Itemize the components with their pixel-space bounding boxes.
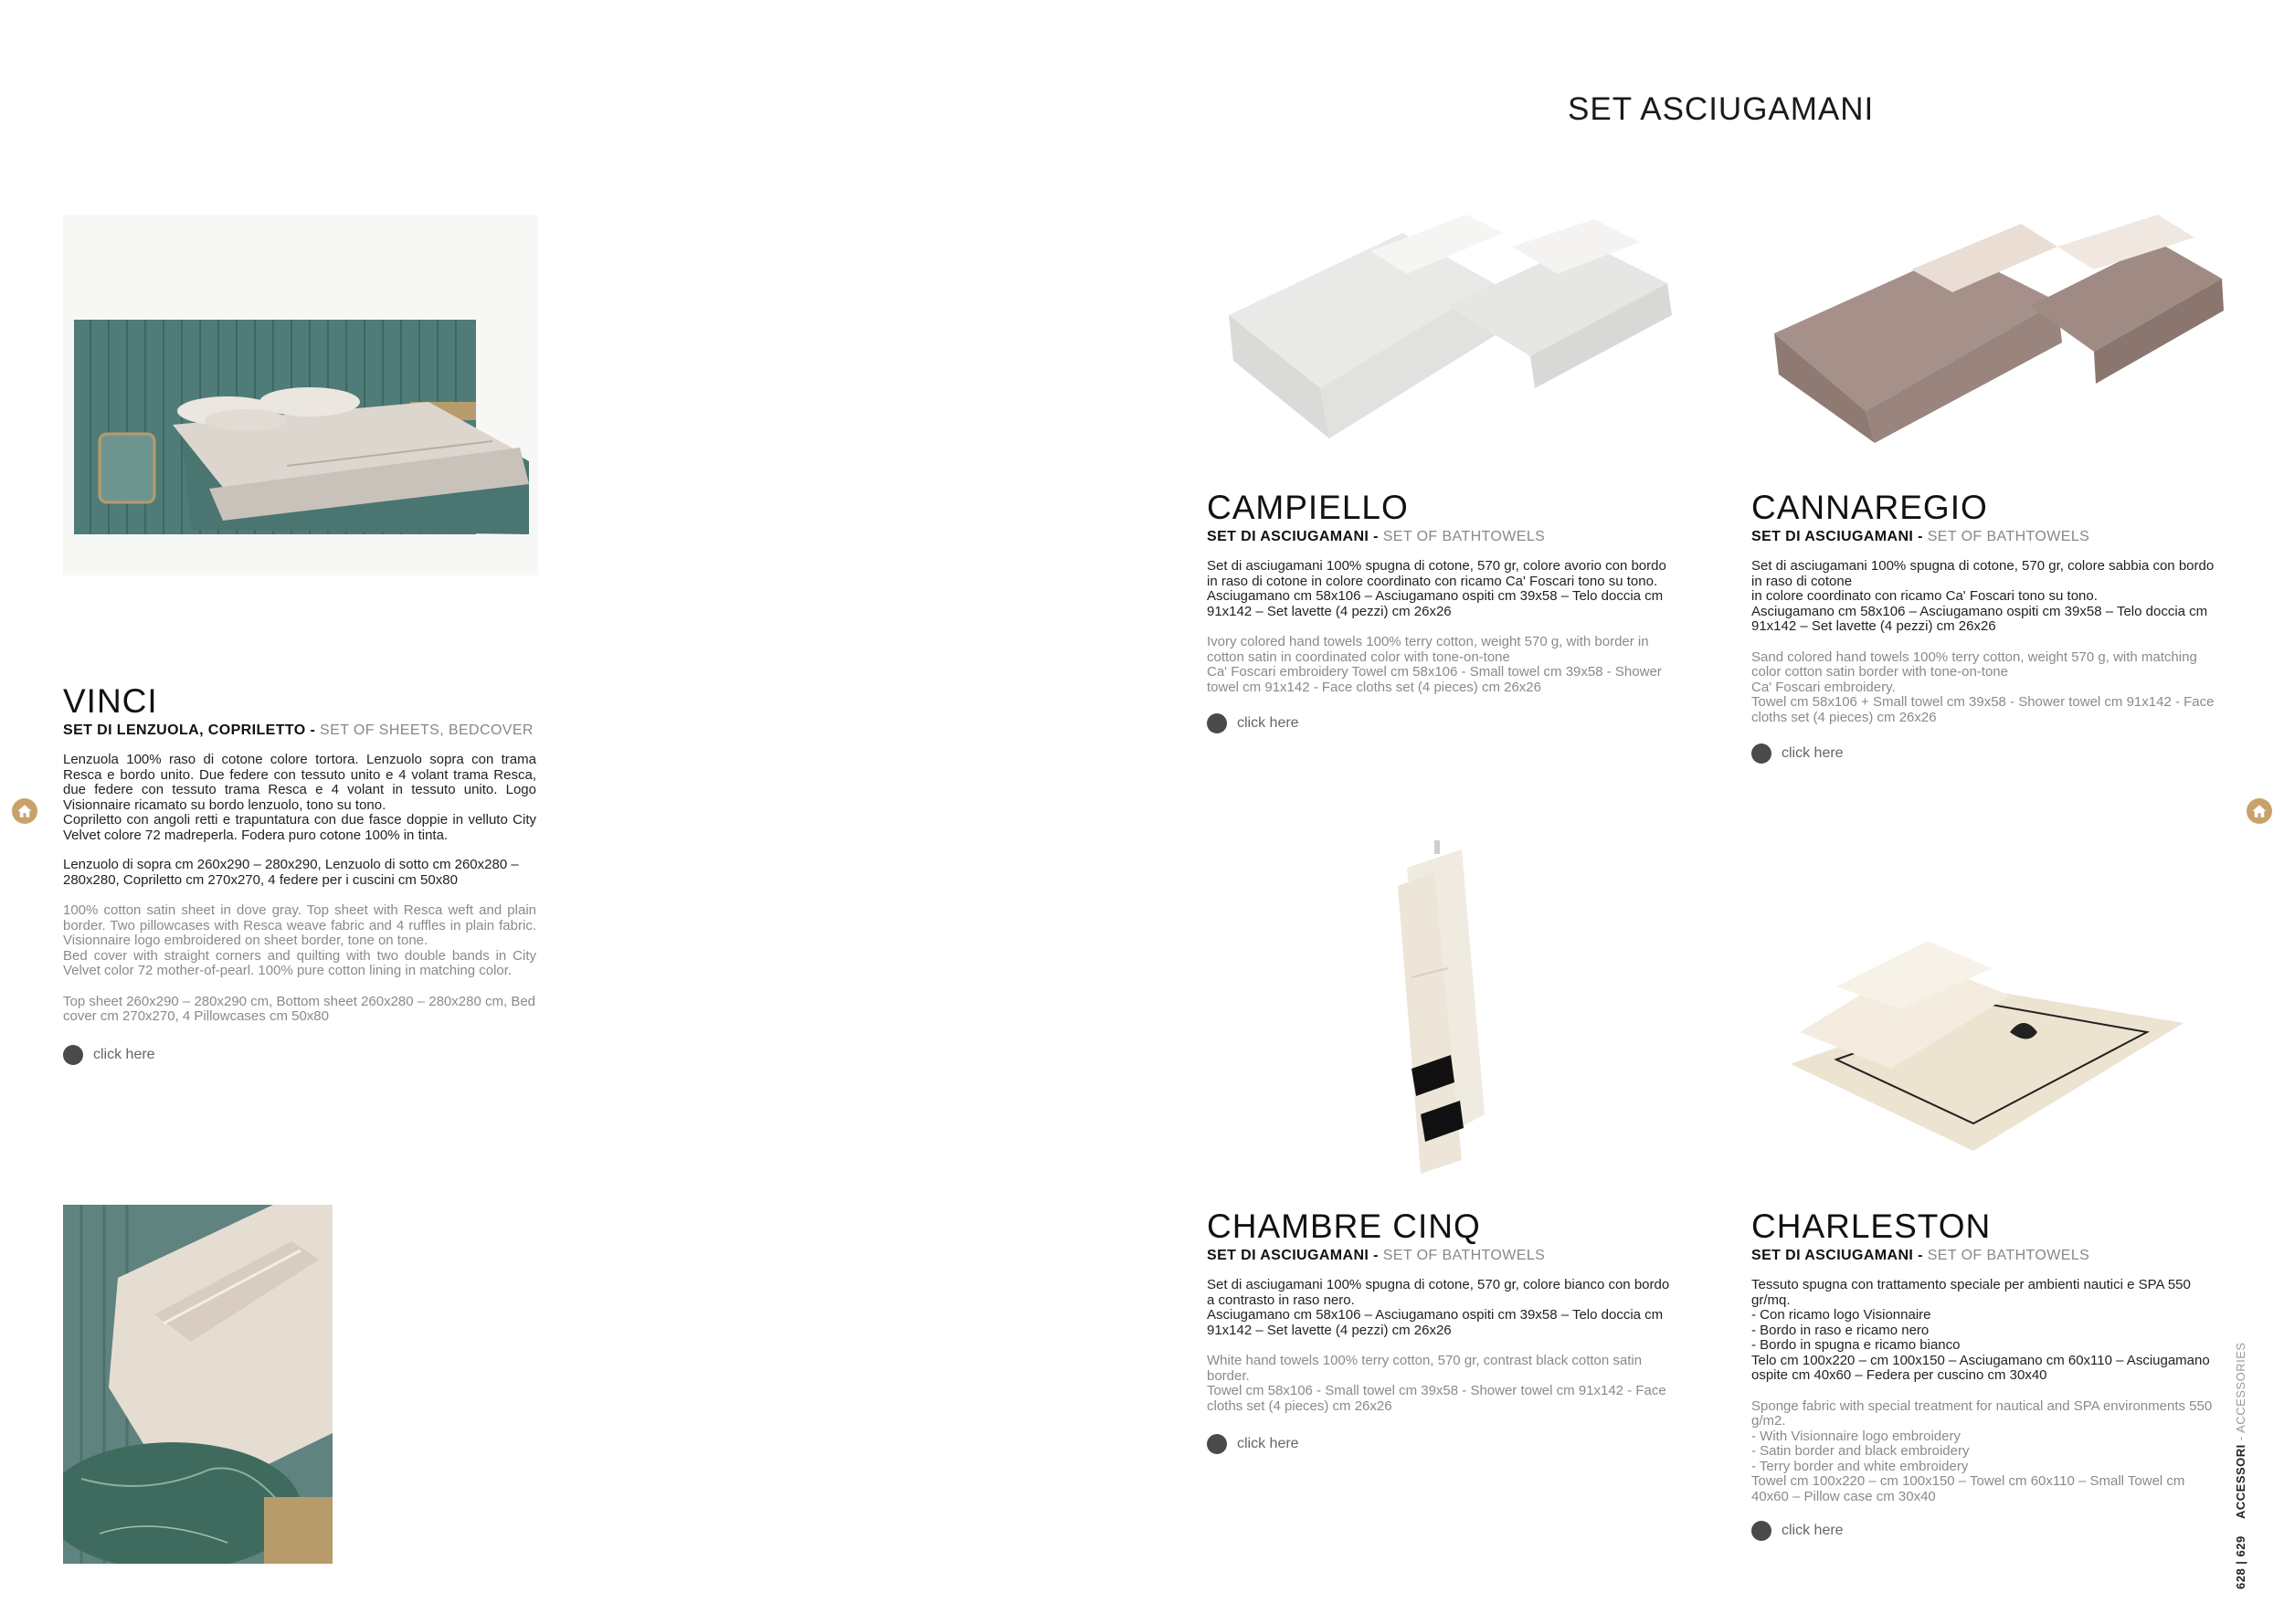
product-subtitle: SET DI ASCIUGAMANI - SET OF BATHTOWELS — [1207, 1248, 1546, 1263]
product-dimensions-en: Top sheet 260x290 – 280x290 cm, Bottom sheet 260x280 – 280x280 cm, Bed cover cm 270x270, 4 Pillowcases cm 50x80 — [63, 993, 536, 1024]
circle-icon — [1751, 743, 1771, 764]
circle-icon — [1207, 713, 1227, 733]
product-description-en: White hand towels 100% terry cotton, 570 gr, contrast black cotton satin border. Towel cm 58x106 - Small towel cm 39x58 - Shower towel cm 91x142 - Face cloths set (4 pieces) cm 26x26 — [1207, 1353, 1666, 1414]
product-chambre-cinq — [1207, 1208, 1680, 1454]
circle-icon — [1751, 1521, 1771, 1541]
circle-icon — [63, 1045, 83, 1065]
product-vinci — [63, 683, 536, 1065]
product-description-it: Lenzuola 100% raso di cotone colore tortora. Lenzuolo sopra con trama Resca e bordo unito. Due federe con tessuto unito e 4 volant trama Resca, due federe con tessuto trama Resca e 4 volant in tessuto unito. Logo Visionnaire ricamato su bordo lenzuolo, tono su tono. Copriletto con angoli retti e trapuntatura con due fasce doppie in velluto City Velvet colore 72 madreperla. Fodera puro cotone 100% in tinta. — [63, 752, 536, 843]
charleston-towels-image — [1782, 932, 2193, 1169]
vinci-detail-image — [63, 1205, 333, 1564]
product-description-it: Set di asciugamani 100% spugna di cotone, 570 gr, colore avorio con bordo in raso di cotone in colore coordinato con ricamo Ca' Foscari tono su tono. Asciugamano cm 58x106 – Asciugamano ospiti cm 39x58 – Telo doccia cm 91x142 – Set lavette (4 pezzi) cm 26x26 — [1207, 558, 1666, 619]
product-subtitle: SET DI ASCIUGAMANI - SET OF BATHTOWELS — [1207, 529, 1546, 544]
product-cannaregio — [1751, 490, 2225, 764]
product-name: CAMPIELLO — [1207, 489, 1409, 526]
vinci-bed-image — [63, 215, 538, 575]
click-here-link[interactable]: click here — [1207, 713, 1680, 733]
home-icon — [16, 803, 33, 819]
product-description-it: Set di asciugamani 100% spugna di cotone, 570 gr, colore bianco con bordo a contrasto in raso nero. Asciugamano cm 58x106 – Asciugamano ospiti cm 39x58 – Telo doccia cm 91x142 – Set lavette (4 pezzi) cm 26x26 — [1207, 1277, 1670, 1338]
category-label-en: - ACCESSORIES — [2234, 1342, 2247, 1445]
product-description-en: Ivory colored hand towels 100% terry cotton, weight 570 g, with border in cotton satin in coordinated color with tone-on-tone Ca' Foscari embroidery Towel cm 58x106 - Small towel cm 39x58 - Shower towel cm 91x142 - Face cloths set (4 pieces) cm 26x26 — [1207, 634, 1662, 695]
home-button-right[interactable] — [2247, 798, 2272, 824]
product-name: VINCI — [63, 682, 158, 720]
product-subtitle: SET DI ASCIUGAMANI - SET OF BATHTOWELS — [1751, 1248, 2090, 1263]
page-numbers: 628 | 629 — [2234, 1535, 2247, 1589]
page-footer-label — [2234, 1342, 2247, 1589]
page-title: SET ASCIUGAMANI — [1568, 91, 1875, 127]
cannaregio-towels-image — [1756, 206, 2231, 470]
campiello-towels-image — [1211, 206, 1686, 470]
product-description-en: Sponge fabric with special treatment for nautical and SPA environments 550 g/m2. - With Visionnaire logo embroidery - Satin border and black embroidery - Terry border and white embroidery Towel cm 100x220 – cm 100x150 – Towel cm 60x110 – Small Towel cm 40x60 – Pillow case cm 30x40 — [1751, 1397, 2213, 1504]
click-here-link[interactable]: click here — [1751, 743, 2225, 764]
product-description-it: Tessuto spugna con trattamento speciale per ambienti nautici e SPA 550 gr/mq. - Con ricamo logo Visionnaire - Bordo in raso e ricamo nero - Bordo in spugna e ricamo bianco Telo cm 100x220 – cm 100x150 – Asciugamano cm 60x110 – Asciugamano ospite cm 40x60 – Federa per cuscino cm 30x40 — [1751, 1277, 2210, 1383]
click-here-link[interactable]: click here — [63, 1045, 536, 1065]
product-name: CHARLESTON — [1751, 1207, 1992, 1245]
product-description-en: Sand colored hand towels 100% terry cotton, weight 570 g, with matching color cotton satin border with tone-on-tone Ca' Foscari embroidery. Towel cm 58x106 + Small towel cm 39x58 - Shower towel cm 91x142 - Face cloths set (4 pieces) cm 26x26 — [1751, 649, 2215, 725]
product-subtitle: SET DI LENZUOLA, COPRILETTO - SET OF SHEETS, BEDCOVER — [63, 722, 534, 738]
product-campiello — [1207, 490, 1680, 733]
chambre-cinq-towels-image — [1370, 840, 1507, 1178]
product-charleston — [1751, 1208, 2225, 1541]
product-name: CHAMBRE CINQ — [1207, 1207, 1481, 1245]
product-description-en: 100% cotton satin sheet in dove gray. Top sheet with Resca weft and plain border. Two pillowcases with Resca weave fabric and 4 ruffles in plain fabric. Visionnaire logo embroidered on sheet border, tone on tone. Bed cover with straight corners and quilting with two double bands in City Velvet color 72 mother-of-pearl. 100% pure cotton lining in matching color. — [63, 902, 536, 978]
product-description-it: Set di asciugamani 100% spugna di cotone, 570 gr, colore sabbia con bordo in raso di cotone in colore coordinato con ricamo Ca' Foscari tono su tono. Asciugamano cm 58x106 – Asciugamano ospiti cm 39x58 – Telo doccia cm 91x142 – Set lavette (4 pezzi) cm 26x26 — [1751, 558, 2215, 634]
home-button-left[interactable] — [12, 798, 37, 824]
click-here-link[interactable]: click here — [1751, 1521, 2225, 1541]
click-here-link[interactable]: click here — [1207, 1434, 1680, 1454]
home-icon — [2251, 803, 2268, 819]
product-name: CANNAREGIO — [1751, 489, 1988, 526]
product-dimensions-it: Lenzuolo di sopra cm 260x290 – 280x290, Lenzuolo di sotto cm 260x280 – 280x280, Copriletto cm 270x270, 4 federe per i cuscini cm 50x80 — [63, 857, 519, 888]
category-label: ACCESSORI — [2234, 1444, 2247, 1519]
circle-icon — [1207, 1434, 1227, 1454]
product-subtitle: SET DI ASCIUGAMANI - SET OF BATHTOWELS — [1751, 529, 2090, 544]
